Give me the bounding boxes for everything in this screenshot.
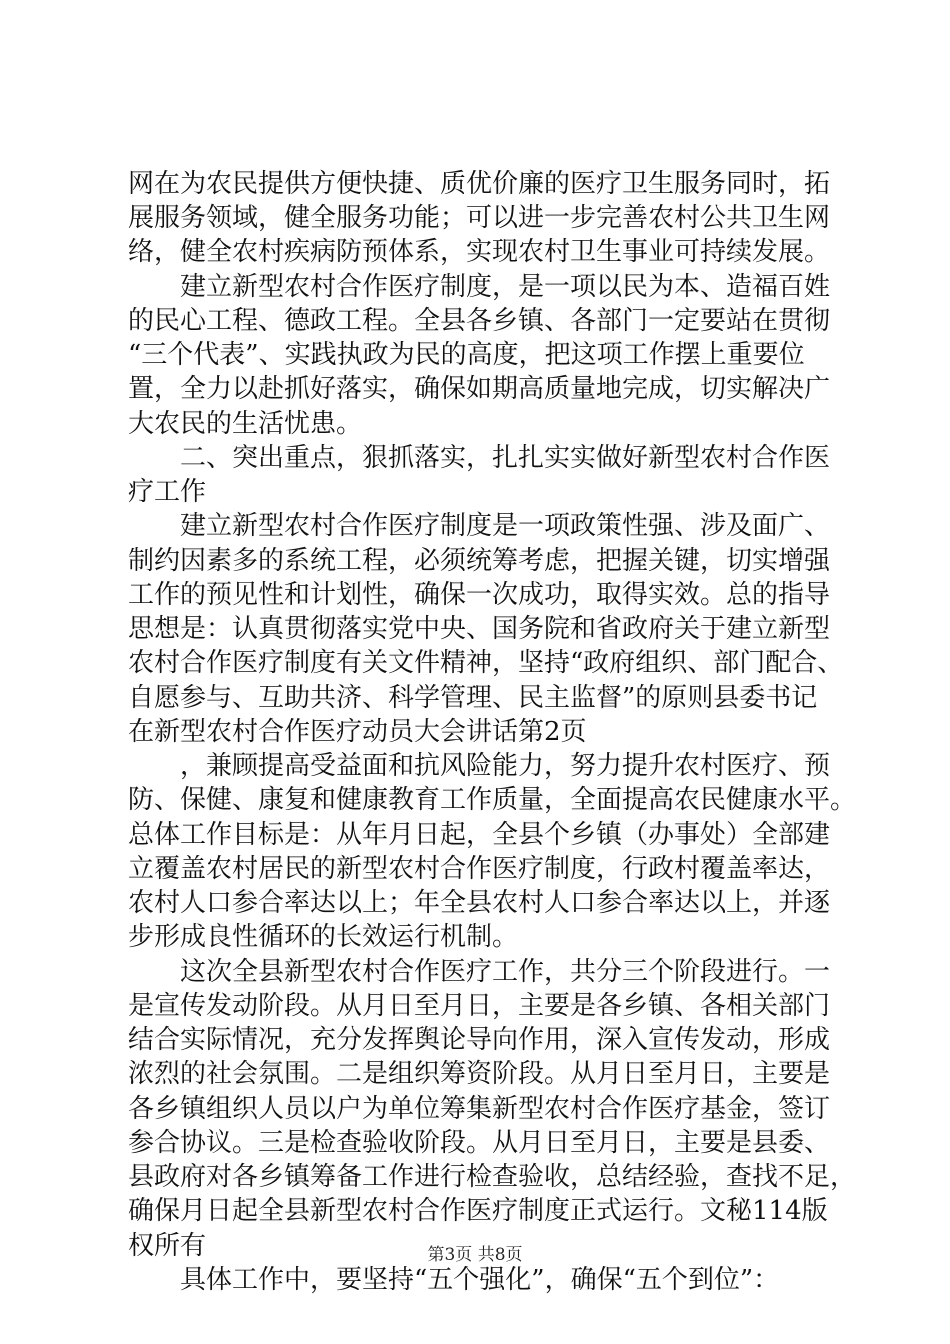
text-line: 工作的预见性和计划性，确保一次成功，取得实效。总的指导 xyxy=(128,580,831,610)
text-line: 置，全力以赴抓好落实，确保如期高质量地完成，切实解决广 xyxy=(128,374,831,404)
text-line: 络，健全农村疾病防预体系，实现农村卫生事业可持续发展。 xyxy=(128,237,831,267)
page-footer: 第3页 共8页 xyxy=(427,1245,523,1265)
text-line: 农村人口参合率达以上；年全县农村人口参合率达以上，并逐 xyxy=(128,888,831,918)
section-heading-line: 疗工作 xyxy=(128,477,207,507)
text-line: 展服务领域，健全服务功能；可以进一步完善农村公共卫生网 xyxy=(128,203,831,233)
text-line: 是宣传发动阶段。从月日至月日，主要是各乡镇、各相关部门 xyxy=(128,991,831,1021)
text-line: 防、保健、康复和健康教育工作质量，全面提高农民健康水平。 xyxy=(128,785,857,815)
text-line: 权所有 xyxy=(128,1231,207,1261)
text-line: 在新型农村合作医疗动员大会讲话第2页 xyxy=(128,717,587,747)
text-line: 思想是：认真贯彻落实党中央、国务院和省政府关于建立新型 xyxy=(128,614,831,644)
text-line: 浓烈的社会氛围。二是组织筹资阶段。从月日至月日，主要是 xyxy=(128,1059,831,1089)
text-line: “三个代表”、实践执政为民的高度，把这项工作摆上重要位 xyxy=(128,340,805,370)
text-line: 建立新型农村合作医疗制度，是一项以民为本、造福百姓 xyxy=(128,272,831,302)
text-line: 网在为农民提供方便快捷、质优价廉的医疗卫生服务同时，拓 xyxy=(128,169,831,199)
text-line: 总体工作目标是：从年月日起，全县个乡镇（办事处）全部建 xyxy=(128,820,831,850)
text-line: 各乡镇组织人员以户为单位筹集新型农村合作医疗基金，签订 xyxy=(128,1094,831,1124)
text-line: 大农民的生活忧患。 xyxy=(128,409,363,439)
text-line: 步形成良性循环的长效运行机制。 xyxy=(128,922,519,952)
text-line: 具体工作中，要坚持“五个强化”，确保“五个到位”： xyxy=(128,1265,780,1295)
text-line: 这次全县新型农村合作医疗工作，共分三个阶段进行。一 xyxy=(128,957,831,987)
text-line: 立覆盖农村居民的新型农村合作医疗制度，行政村覆盖率达， xyxy=(128,854,831,884)
text-line: ，兼顾提高受益面和抗风险能力，努力提升农村医疗、预 xyxy=(128,751,831,781)
text-line: 结合实际情况，充分发挥舆论导向作用，深入宣传发动，形成 xyxy=(128,1025,831,1055)
text-line: 农村合作医疗制度有关文件精神，坚持“政府组织、部门配合、 xyxy=(128,648,844,678)
text-line: 县政府对各乡镇筹备工作进行检查验收，总结经验，查找不足， xyxy=(128,1162,857,1192)
section-heading-line: 二、突出重点，狠抓落实，扎扎实实做好新型农村合作医 xyxy=(128,443,831,473)
text-line: 确保月日起全县新型农村合作医疗制度正式运行。文秘114版 xyxy=(128,1196,828,1226)
text-line: 制约因素多的系统工程，必须统筹考虑，把握关键，切实增强 xyxy=(128,546,831,576)
text-line: 建立新型农村合作医疗制度是一项政策性强、涉及面广、 xyxy=(128,511,831,541)
text-line: 自愿参与、互助共济、科学管理、民主监督”的原则县委书记 xyxy=(128,683,818,713)
text-line: 的民心工程、德政工程。全县各乡镇、各部门一定要站在贯彻 xyxy=(128,306,831,336)
text-line: 参合协议。三是检查验收阶段。从月日至月日，主要是县委、 xyxy=(128,1128,831,1158)
